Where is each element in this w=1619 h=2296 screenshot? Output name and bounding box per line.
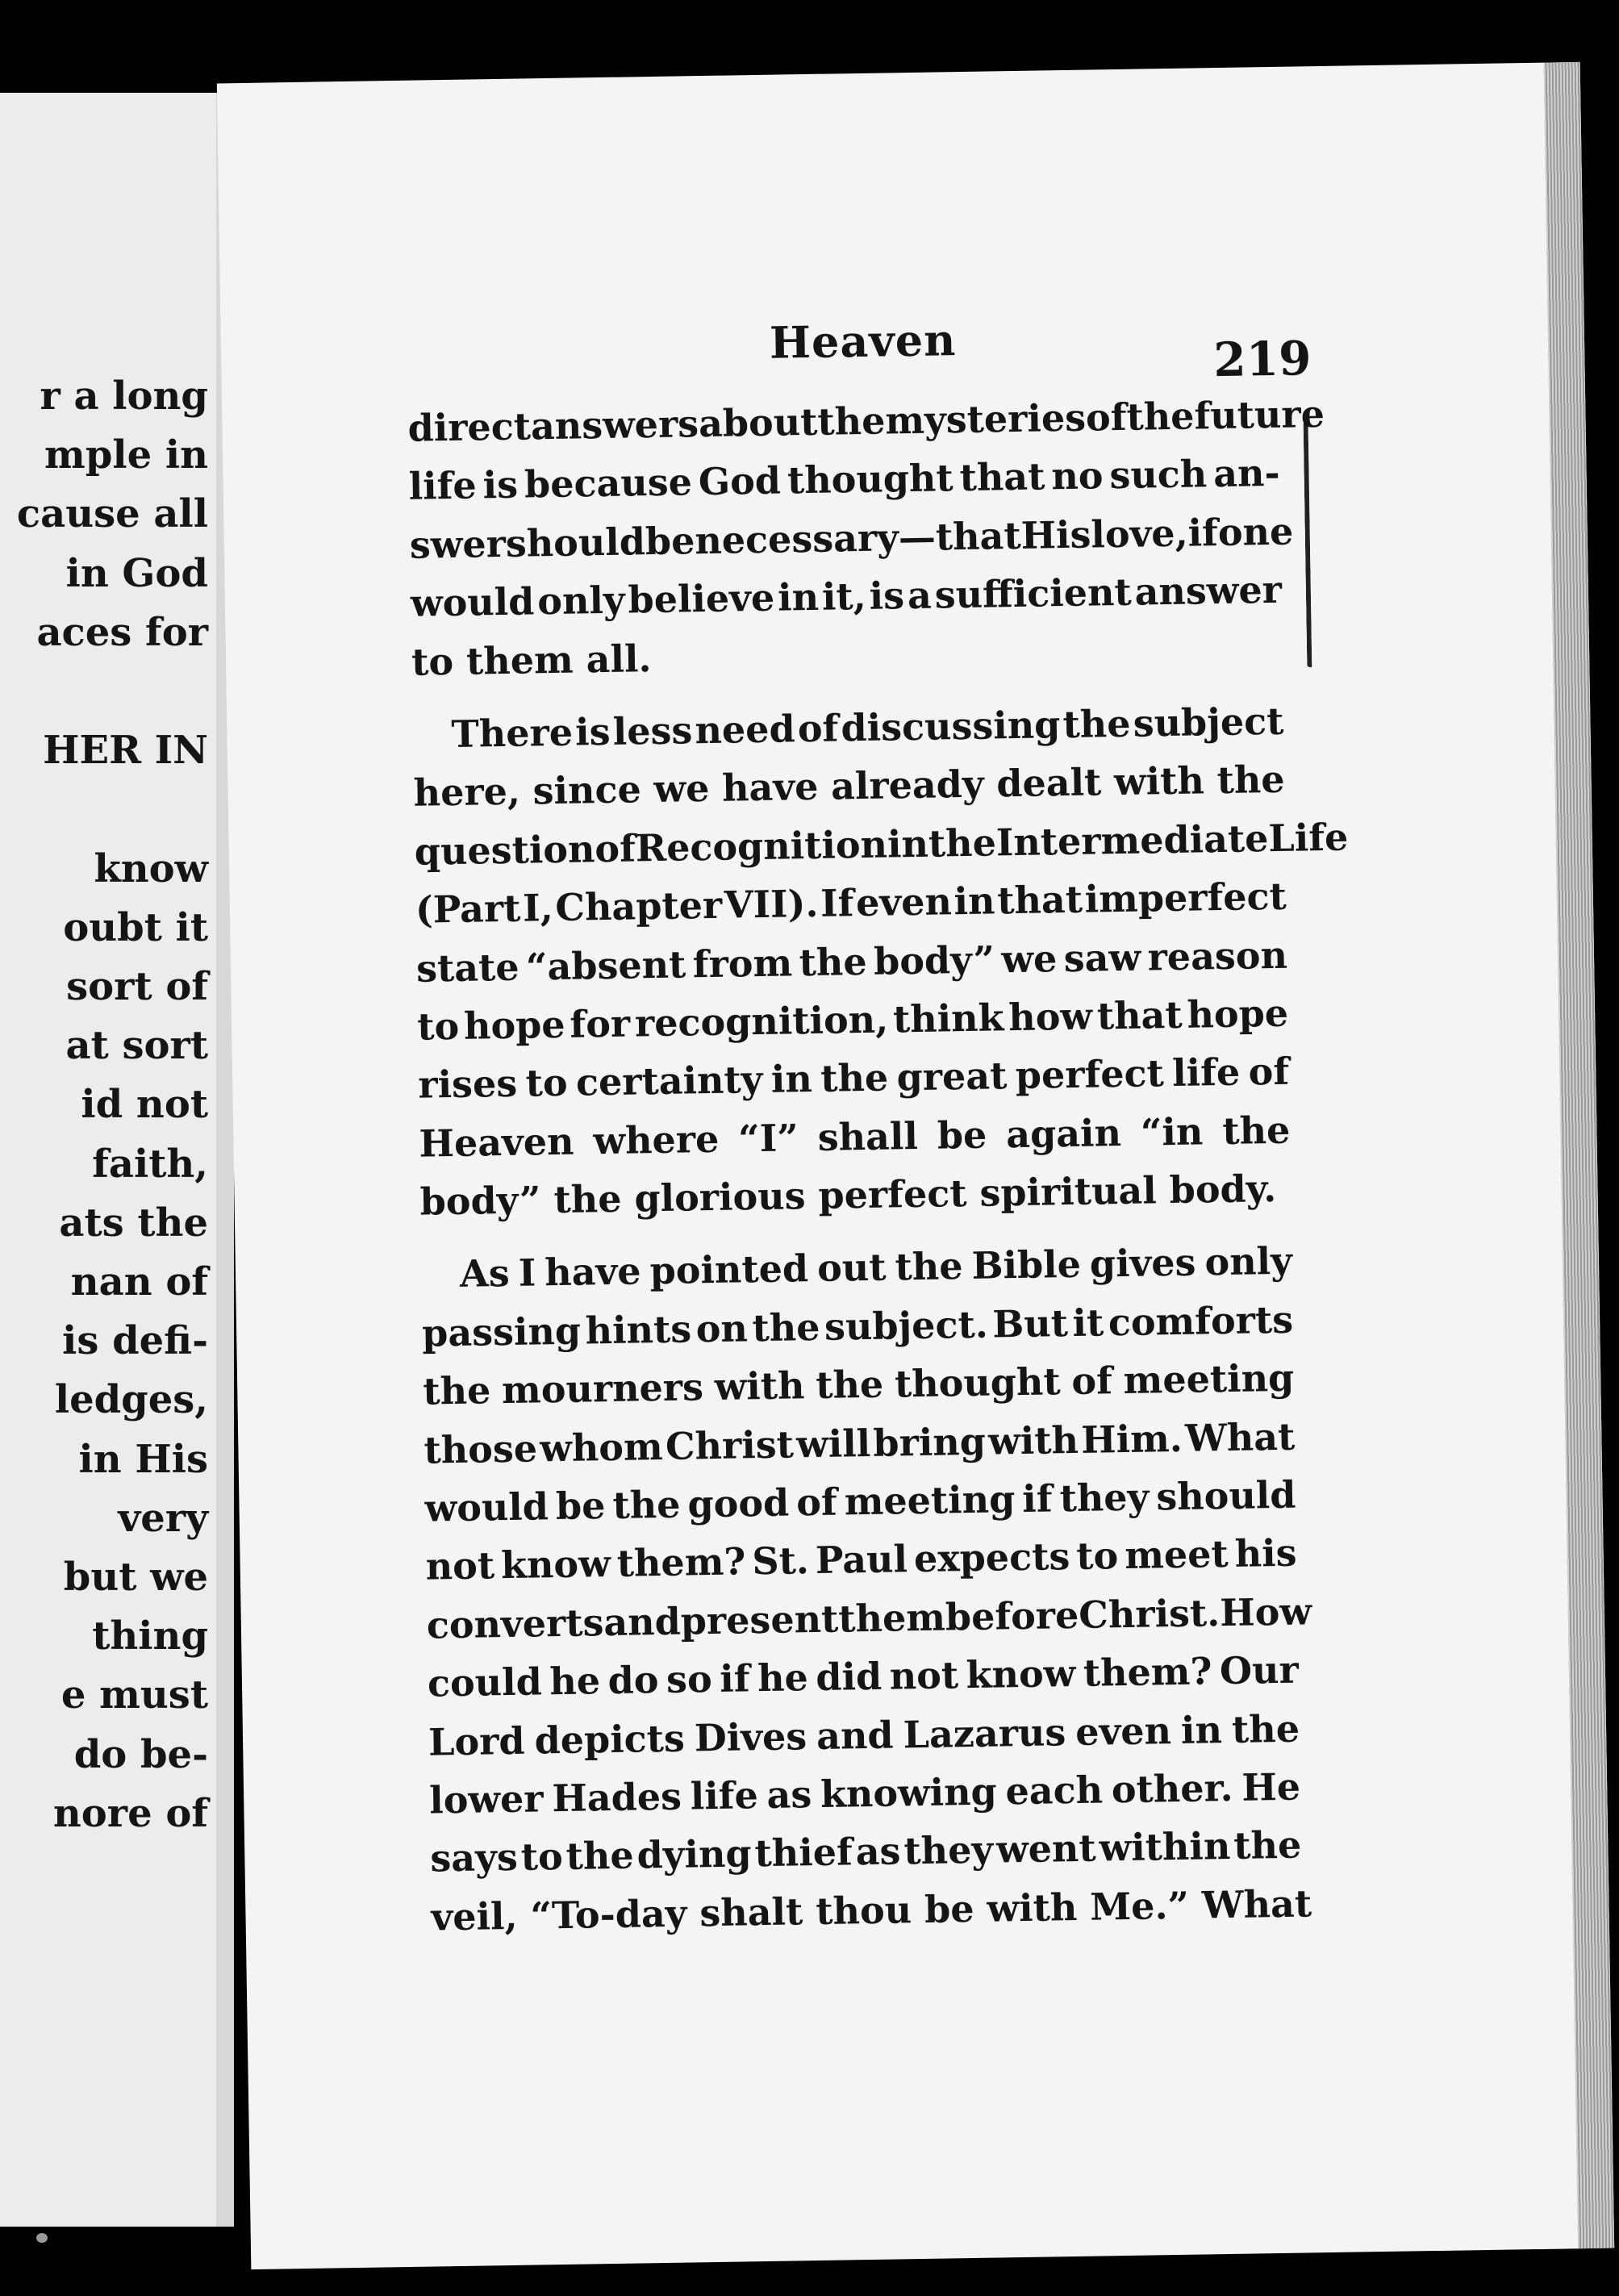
- facing-page-line: r a long: [40, 374, 208, 419]
- facing-page-line: in God: [65, 550, 208, 596]
- text-line: would be the good of meeting if they should: [424, 1472, 1296, 1530]
- facing-page-line: is defi-: [62, 1318, 208, 1364]
- page-edges: [1544, 62, 1615, 2248]
- facing-page-line: at sort: [65, 1023, 208, 1069]
- facing-page-line: id not: [81, 1082, 208, 1128]
- text-line: converts and present them before Christ. How: [426, 1589, 1312, 1647]
- text-line: to hope for recognition, think how that hope: [416, 991, 1289, 1049]
- text-line: life is because God thought that no such an-: [408, 451, 1280, 509]
- facing-page-line: nan of: [70, 1259, 208, 1305]
- text-line: There is less need of discussing the subject: [451, 699, 1284, 756]
- text-line: swer should be necessary—that His love, if one: [409, 509, 1294, 567]
- text-line: here, since we have already dealt with the: [413, 758, 1285, 816]
- text-line: veil, “To-day shalt thou be with Me.” What: [431, 1881, 1312, 1939]
- text-line: to them all.: [411, 636, 652, 684]
- text-line: those whom Christ will bring with Him. What: [424, 1414, 1296, 1472]
- facing-page-line: nore of: [52, 1790, 208, 1836]
- facing-page-line: faith,: [92, 1141, 208, 1187]
- text-line: passing hints on the subject. But it comforts: [421, 1297, 1294, 1355]
- facing-page-line: sort of: [66, 964, 208, 1009]
- facing-page-line: oubt it: [63, 904, 208, 950]
- facing-page-line: but we: [63, 1555, 208, 1600]
- text-line: lower Hades life as knowing each other. He: [428, 1764, 1301, 1822]
- facing-page-line: mple in: [44, 432, 208, 478]
- text-line: As I have pointed out the Bible gives only: [459, 1239, 1293, 1296]
- facing-page: [0, 93, 216, 2227]
- text-line: body” the glorious perfect spiritual body.: [419, 1167, 1277, 1224]
- facing-page-line: thing: [92, 1613, 208, 1659]
- text-line: the mourners with the thought of meeting: [422, 1355, 1295, 1413]
- body-text: [407, 386, 1349, 1947]
- facing-page-line: ats the: [59, 1200, 208, 1246]
- text-line: state “absent from the body” we saw reason: [415, 933, 1288, 991]
- text-line: question of Recognition in the Intermediate Life: [414, 815, 1349, 874]
- facing-page-line: ledges,: [54, 1377, 208, 1423]
- text-line: not know them? St. Paul expects to meet his: [425, 1531, 1297, 1589]
- facing-page-line: cause all: [16, 491, 208, 537]
- facing-page-line: do be-: [73, 1731, 208, 1777]
- text-line: Lord depicts Dives and Lazarus even in the: [428, 1706, 1300, 1764]
- facing-page-line: very: [118, 1495, 208, 1541]
- margin-bracket-mark: [1304, 421, 1319, 667]
- text-line: could he do so if he did not know them? Our: [427, 1647, 1300, 1705]
- facing-page-line: know: [94, 845, 208, 891]
- running-head: Heaven: [769, 314, 957, 369]
- facing-page-line: HER IN: [43, 728, 208, 774]
- book-page: [217, 62, 1614, 2269]
- dust-speck: [36, 2233, 48, 2243]
- text-line: says to the dying thief as they went within the: [429, 1822, 1302, 1881]
- facing-page-line: aces for: [36, 609, 208, 655]
- facing-page-line: in His: [78, 1436, 208, 1482]
- text-line: Heaven where “I” shall be again “in the: [419, 1108, 1291, 1166]
- page-number: 219: [1212, 331, 1312, 388]
- text-line: would only believe in it, is a sufficient answer: [410, 567, 1283, 625]
- text-line: (Part I, Chapter VII). If even in that imperfect: [415, 874, 1287, 932]
- text-line: rises to certainty in the great perfect life of: [417, 1050, 1290, 1107]
- text-line: direct answers about the mysteries of the future: [407, 391, 1325, 450]
- facing-page-line: e must: [61, 1672, 208, 1718]
